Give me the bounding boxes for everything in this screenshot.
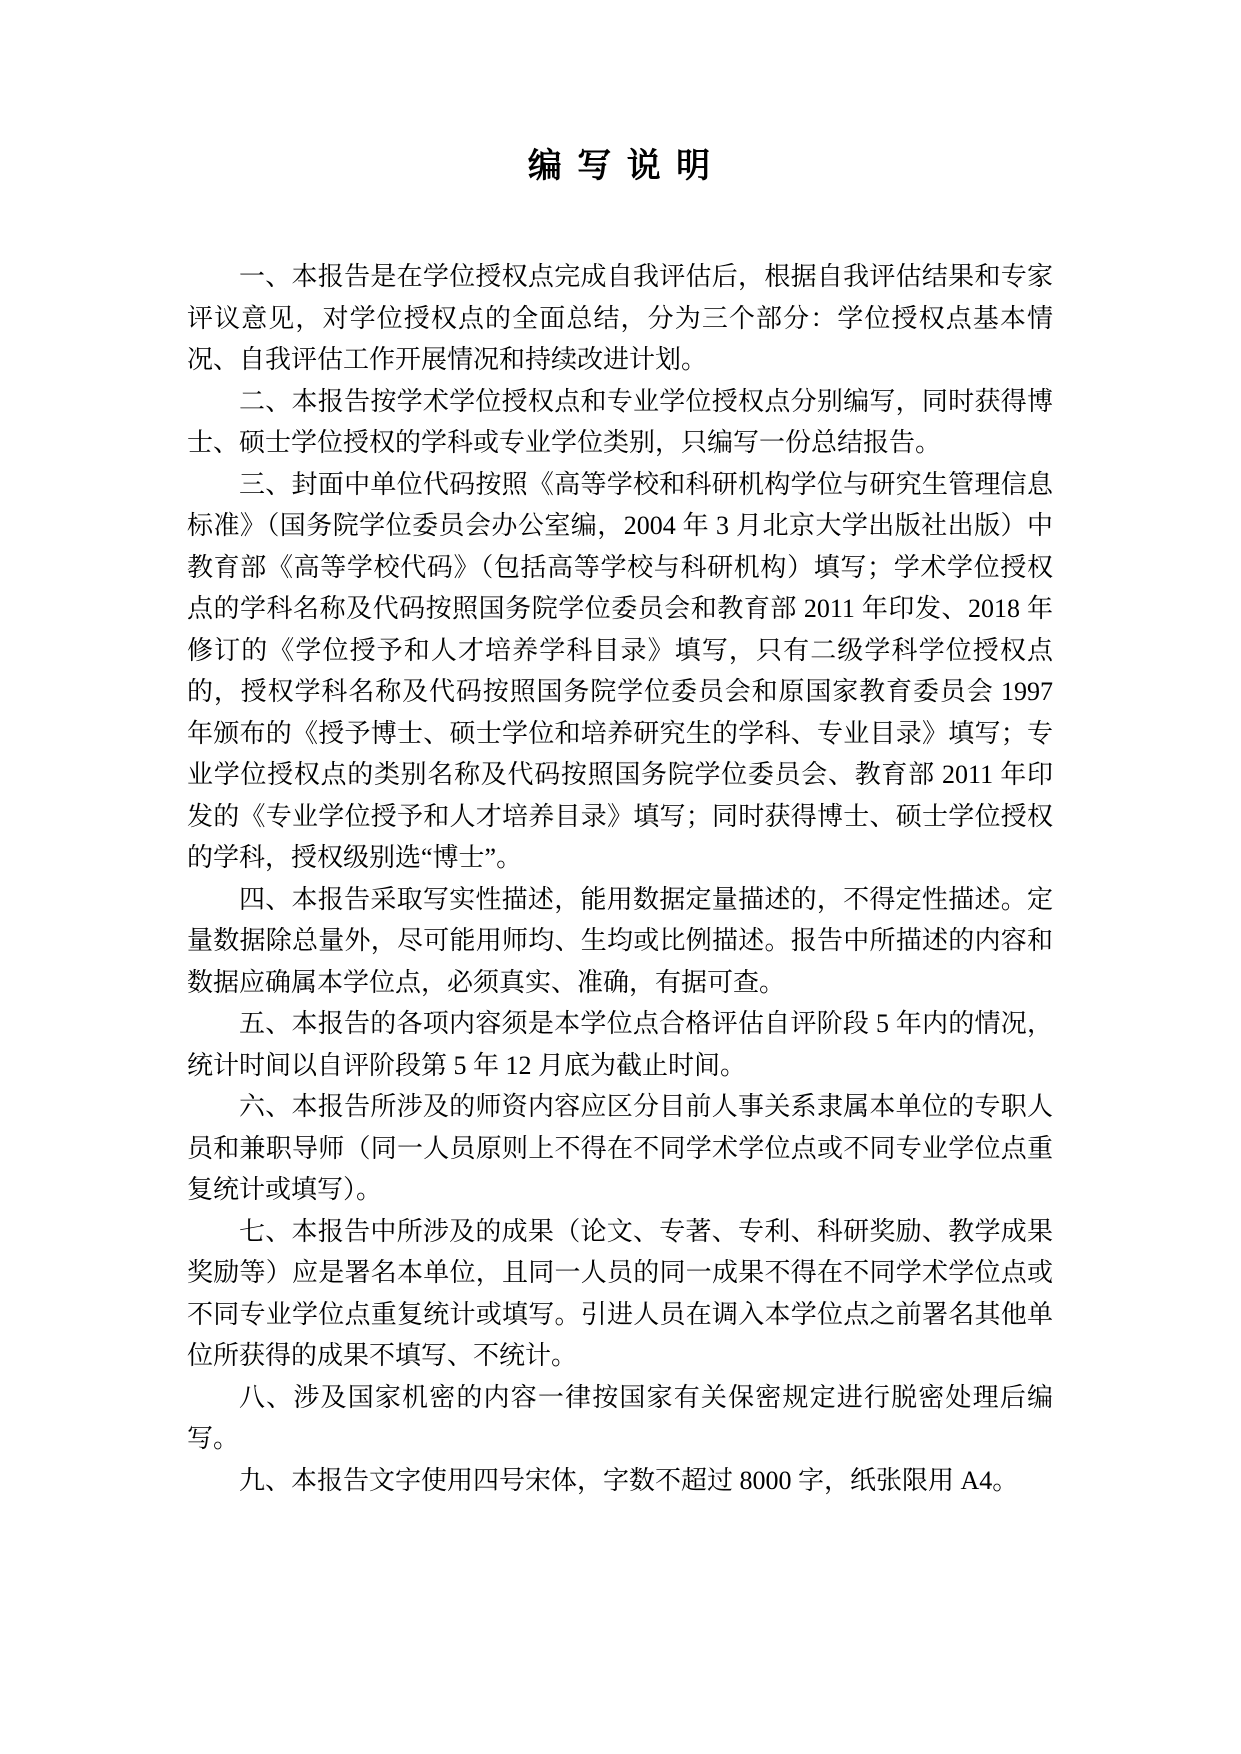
paragraph-5: 五、本报告的各项内容须是本学位点合格评估自评阶段 5 年内的情况，统计时间以自评阶段第 5 年 12 月底为截止时间。 xyxy=(187,1009,1053,1080)
document-body xyxy=(187,256,1053,1501)
paragraph-9: 九、本报告文字使用四号宋体，字数不超过 8000 字，纸张限用 A4。 xyxy=(239,1465,1019,1495)
paragraph-7: 七、本报告中所涉及的成果（论文、专著、专利、科研奖励、教学成果奖励等）应是署名本单位，且同一人员的同一成果不得在不同学术学位点或不同专业学位点重复统计或填写。引进人员在调入本学位点之前署名其他单位所获得的成果不填写、不统计。 xyxy=(187,1216,1053,1370)
paragraph-4: 四、本报告采取写实性描述，能用数据定量描述的，不得定性描述。定量数据除总量外，尽可能用师均、生均或比例描述。报告中所描述的内容和数据应确属本学位点，必须真实、准确，有据可查。 xyxy=(187,884,1053,997)
paragraph-2: 二、本报告按学术学位授权点和专业学位授权点分别编写，同时获得博士、硕士学位授权的学科或专业学位类别，只编写一份总结报告。 xyxy=(187,386,1053,457)
paragraph-1: 一、本报告是在学位授权点完成自我评估后，根据自我评估结果和专家评议意见，对学位授权点的全面总结，分为三个部分：学位授权点基本情况、自我评估工作开展情况和持续改进计划。 xyxy=(187,262,1053,374)
paragraph-6: 六、本报告所涉及的师资内容应区分目前人事关系隶属本单位的专职人员和兼职导师（同一人员原则上不得在不同学术学位点或不同专业学位点重复统计或填写）。 xyxy=(187,1092,1053,1204)
page-title: 编 写 说 明 xyxy=(527,147,714,185)
paragraph-3: 三、封面中单位代码按照《高等学校和科研机构学位与研究生管理信息标准》（国务院学位委员会办公室编，2004 年 3 月北京大学出版社出版）中教育部《高等学校代码》（包括高等学校与科研机构）填写；学术学位授权点的学科名称及代码按照国务院学位委员会和教育部 2011 年印发、2018 年修订的《学位授予和人才培养学科目录》填写，只有二级学科学位授权点的，授权学科名称及代码按照国务院学位委员会和原国家教育委员会 1997 年颁布的《授予博士、硕士学位和培养研究生的学科、专业目录》填写；专业学位授权点的类别名称及代码按照国务院学位委员会、教育部 2011 年印发的《专业学位授予和人才培养目录》填写；同时获得博士、硕士学位授权的学科，授权级别选“博士”。 xyxy=(187,469,1053,872)
paragraph-8: 八、涉及国家机密的内容一律按国家有关保密规定进行脱密处理后编写。 xyxy=(187,1382,1053,1453)
